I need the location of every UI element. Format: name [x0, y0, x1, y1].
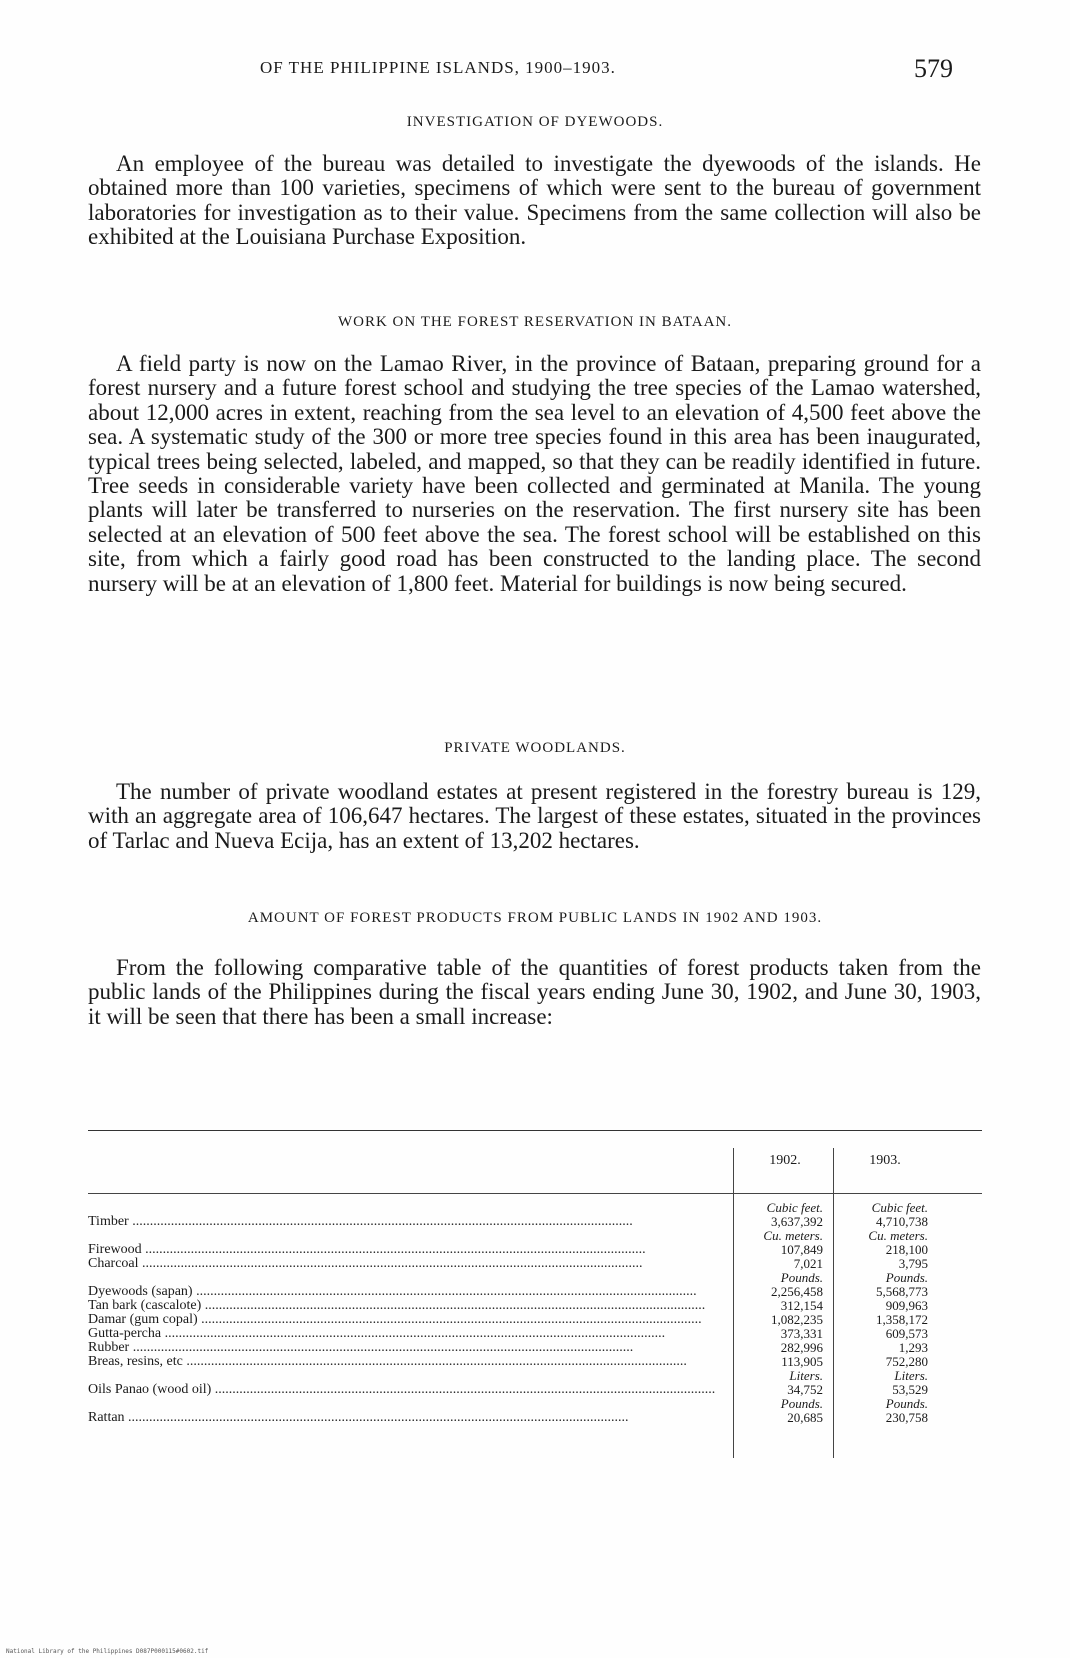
- cell-1903: 5,568,773: [876, 1284, 928, 1299]
- unit-label: Pounds.: [780, 1396, 823, 1411]
- table-top-rule: [88, 1130, 982, 1131]
- running-head: [0, 54, 1070, 88]
- table-header-rule: [88, 1193, 982, 1194]
- cell-1902: 34,752: [787, 1382, 823, 1397]
- table-row-label: Dyewoods (sapan) ...............................................................................................................................................: [88, 1284, 697, 1299]
- table-row-label: Firewood ...............................................................................................................................................: [88, 1242, 646, 1257]
- cell-1902: 373,331: [780, 1326, 823, 1341]
- unit-label: Liters.: [789, 1368, 823, 1383]
- cell-1903: 53,529: [892, 1382, 928, 1397]
- paragraph-dyewoods: [88, 152, 981, 250]
- section-heading-private-woodlands: PRIVATE WOODLANDS.: [444, 740, 626, 756]
- column-header-1903: 1903.: [869, 1153, 901, 1168]
- cell-1902: 1,082,235: [771, 1312, 823, 1327]
- forest-products-table: [88, 1130, 982, 1460]
- scan-footer: National Library of the Philippines D087P000115#0602.tif: [6, 1648, 209, 1655]
- cell-1902: 113,905: [781, 1354, 823, 1369]
- cell-1902: 282,996: [780, 1340, 823, 1355]
- table-row-label: Charcoal ...............................................................................................................................................: [88, 1256, 643, 1271]
- cell-1903: 3,795: [898, 1256, 928, 1271]
- table-row-label: Gutta-percha ...............................................................................................................................................: [88, 1326, 666, 1341]
- cell-1903: 218,100: [885, 1242, 928, 1257]
- unit-label: Cubic feet.: [766, 1200, 823, 1215]
- cell-1903: 752,280: [885, 1354, 928, 1369]
- section-heading-bataan: WORK ON THE FOREST RESERVATION IN BATAAN.: [337, 314, 733, 330]
- table-row-label: Oils Panao (wood oil) ...............................................................................................................................................: [88, 1382, 716, 1397]
- section-heading-forest-products: AMOUNT OF FOREST PRODUCTS FROM PUBLIC LANDS IN 1902 AND 1903.: [247, 910, 823, 926]
- unit-label: Cu. meters.: [763, 1228, 823, 1243]
- unit-label: Cu. meters.: [868, 1228, 928, 1243]
- paragraph-private-woodlands-text: The number of private woodland estates at present registered in the forestry bureau is 129, with an aggregate area of 106,647 hectares. The largest of these estates, situated in the provinces of Tarlac and Nueva Ecija, has an extent of 13,202 hectares.: [88, 779, 981, 853]
- running-title: OF THE PHILIPPINE ISLANDS, 1900–1903.: [260, 58, 616, 77]
- paragraph-bataan-text: A field party is now on the Lamao River, in the province of Bataan, preparing ground for a forest nursery and a future forest school and studying the tree species of the Lamao watershed, about 12,000 acres in extent, reaching from the sea level to an elevation of 4,500 feet above the sea. A systematic study of the 300 or more tree species found in this area has been inaugurated, typical trees being selected, labeled, and mapped, so that they can be readily identified in future. Tree seeds in considerable variety have been collected and germinated at Manila. The young plants will later be transferred to nurseries on the reservation. The first nursery site has been selected at an elevation of 500 feet above the sea. The forest school will be established on this site, from which a fairly good road has been constructed to the landing place. The second nursery will be at an elevation of 1,800 feet. Material for buildings is now being secured.: [88, 351, 981, 596]
- paragraph-bataan: [88, 352, 981, 596]
- cell-1903: 609,573: [885, 1326, 928, 1341]
- cell-1902: 3,637,392: [771, 1214, 823, 1229]
- cell-1902: 2,256,458: [771, 1284, 823, 1299]
- cell-1902: 20,685: [787, 1410, 823, 1425]
- table-row-label: Damar (gum copal) ...............................................................................................................................................: [88, 1312, 702, 1327]
- cell-1902: 107,849: [780, 1242, 823, 1257]
- unit-label: Pounds.: [780, 1270, 823, 1285]
- cell-1903: 909,963: [885, 1298, 928, 1313]
- paragraph-private-woodlands: [88, 780, 981, 853]
- cell-1902: 7,021: [793, 1256, 823, 1271]
- unit-label: Cubic feet.: [871, 1200, 928, 1215]
- page-number: 579: [914, 54, 953, 83]
- paragraph-forest-products-text: From the following comparative table of the quantities of forest products taken from the public lands of the Philippines during the fiscal years ending June 30, 1902, and June 30, 1903, it will be seen that there has been a small increase:: [88, 955, 981, 1029]
- section-heading-dyewoods: INVESTIGATION OF DYEWOODS.: [406, 114, 664, 130]
- cell-1903: 1,293: [898, 1340, 928, 1355]
- cell-1903: 4,710,738: [876, 1214, 928, 1229]
- cell-1902: 312,154: [780, 1298, 823, 1313]
- unit-label: Pounds.: [885, 1270, 928, 1285]
- table-row-label: Rattan ...............................................................................................................................................: [88, 1410, 629, 1425]
- table-row-label: Timber ...............................................................................................................................................: [88, 1214, 633, 1229]
- cell-1903: 230,758: [885, 1410, 928, 1425]
- cell-1903: 1,358,172: [876, 1312, 928, 1327]
- table-row-label: Tan bark (cascalote) ...............................................................................................................................................: [88, 1298, 706, 1313]
- paragraph-dyewoods-text: An employee of the bureau was detailed to investigate the dyewoods of the islands. He obtained more than 100 varieties, specimens of which were sent to the bureau of government laboratories for investigation as to their value. Specimens from the same collection will also be exhibited at the Louisiana Purchase Exposition.: [88, 151, 981, 250]
- unit-label: Liters.: [894, 1368, 928, 1383]
- table-row-label: Rubber ...............................................................................................................................................: [88, 1340, 634, 1355]
- paragraph-forest-products: [88, 956, 981, 1029]
- table-row-label: Breas, resins, etc ...............................................................................................................................................: [88, 1354, 687, 1369]
- column-header-1902: 1902.: [769, 1153, 801, 1168]
- unit-label: Pounds.: [885, 1396, 928, 1411]
